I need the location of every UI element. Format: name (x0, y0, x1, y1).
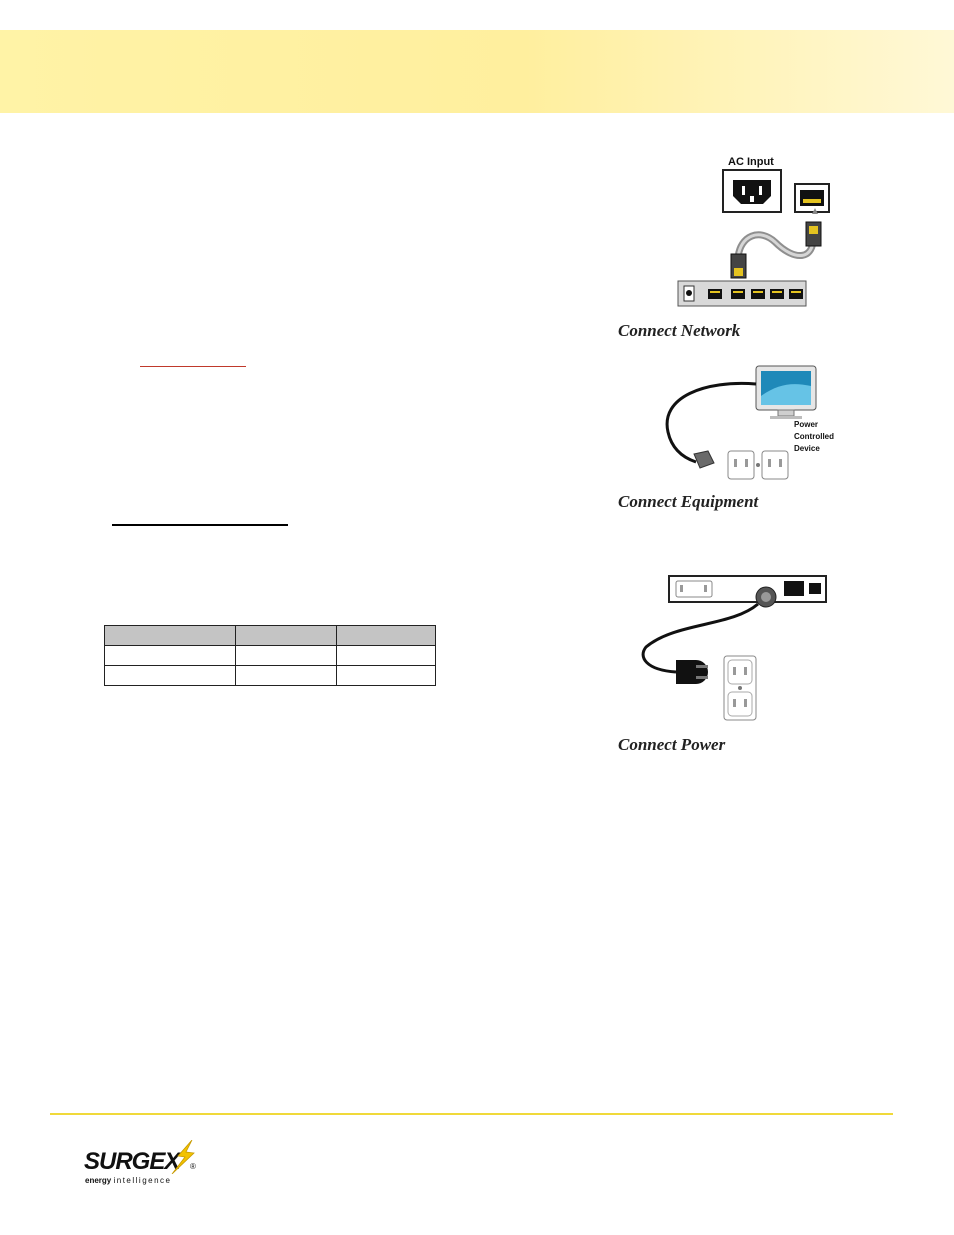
registered-mark: ® (190, 1162, 196, 1171)
power-cord (667, 383, 756, 462)
spec-table (104, 625, 436, 686)
table-row (105, 666, 436, 686)
logo-tagline (85, 1176, 172, 1185)
table-header-row (105, 626, 436, 646)
section-heading-underline (112, 524, 288, 526)
outlet-icon (728, 451, 754, 479)
connect-power-caption: Connect Power (618, 735, 726, 754)
surgex-logo (84, 1140, 214, 1190)
connect-equipment-figure (660, 362, 845, 484)
connect-power-figure (636, 572, 836, 724)
hyperlink-underline[interactable] (140, 366, 246, 367)
logo-wordmark: SURGEX (84, 1148, 180, 1175)
plug-icon (676, 660, 708, 684)
ac-input-label: AC Input (728, 156, 774, 168)
plug-icon (694, 451, 714, 468)
device-label-line3: Device (794, 444, 820, 453)
connect-network-caption: Connect Network (618, 321, 741, 340)
footer-rule (50, 1113, 893, 1115)
connect-network-figure (670, 150, 840, 315)
connect-equipment-caption: Connect Equipment (618, 492, 759, 511)
device-label-line1: Power (794, 420, 819, 429)
header-band (0, 30, 954, 113)
table-row (105, 646, 436, 666)
logo-tag-intelligence: intelligence (113, 1176, 172, 1185)
logo-tag-energy: energy (85, 1176, 112, 1185)
device-label-line2: Controlled (794, 432, 834, 441)
